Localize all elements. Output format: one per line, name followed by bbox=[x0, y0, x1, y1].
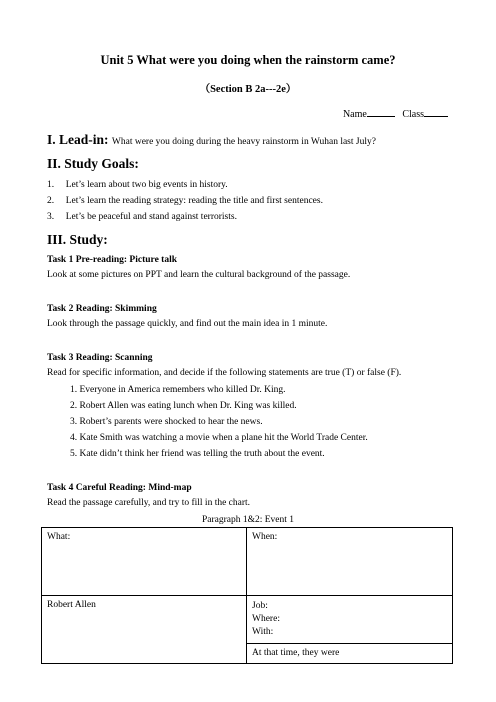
where-label: Where: bbox=[252, 614, 280, 624]
study-heading: III. Study: bbox=[47, 232, 108, 247]
task4-title: Task 4 Careful Reading: Mind-map bbox=[47, 483, 192, 493]
job-label: Job: bbox=[252, 601, 268, 611]
mind-map-chart bbox=[41, 527, 453, 664]
task1-title: Task 1 Pre-reading: Picture talk bbox=[47, 255, 178, 265]
statement-item: 4. Kate Smith was watching a movie when a plane hit the World Trade Center. bbox=[70, 433, 368, 443]
lead-in-heading bbox=[47, 132, 376, 148]
chart-caption: Paragraph 1&2: Event 1 bbox=[201, 515, 295, 525]
class-label: Class bbox=[402, 109, 424, 120]
name-label: Name bbox=[342, 109, 367, 120]
goal-item: 3. Let’s be peaceful and stand against terrorists. bbox=[47, 212, 237, 222]
goal-item: 2. Let’s learn the reading strategy: reading the title and first sentences. bbox=[47, 196, 323, 206]
details-cell[interactable] bbox=[247, 596, 453, 644]
when-cell[interactable]: When: bbox=[247, 528, 453, 596]
name-blank[interactable] bbox=[367, 107, 395, 117]
statement-item: 5. Kate didn’t think her friend was telling the truth about the event. bbox=[70, 449, 325, 459]
person-cell: Robert Allen bbox=[42, 596, 247, 664]
page-title: Unit 5 What were you doing when the rainstorm came? bbox=[100, 53, 396, 67]
what-cell[interactable]: What: bbox=[42, 528, 247, 596]
goal-item: 1. Let’s learn about two big events in history. bbox=[47, 180, 228, 190]
activity-cell[interactable]: At that time, they were bbox=[247, 644, 453, 664]
lead-in-label: I. Lead-in: bbox=[47, 132, 109, 147]
study-goals-heading: II. Study Goals: bbox=[47, 156, 139, 171]
statement-item: 3. Robert’s parents were shocked to hear the news. bbox=[70, 417, 263, 427]
statement-item: 1. Everyone in America remembers who killed Dr. King. bbox=[70, 385, 286, 395]
task3-text: Read for specific information, and decide if the following statements are true (T) or false (F). bbox=[47, 368, 402, 378]
lead-in-question: What were you doing during the heavy rainstorm in Wuhan last July? bbox=[111, 137, 376, 147]
statement-item: 2. Robert Allen was eating lunch when Dr. King was killed. bbox=[70, 401, 297, 411]
task4-text: Read the passage carefully, and try to fill in the chart. bbox=[47, 498, 251, 508]
task3-title: Task 3 Reading: Scanning bbox=[47, 353, 153, 363]
name-class-bar bbox=[343, 107, 448, 120]
task1-text: Look at some pictures on PPT and learn the cultural background of the passage. bbox=[47, 270, 351, 280]
task2-title: Task 2 Reading: Skimming bbox=[47, 304, 157, 314]
section-subtitle: （Section B 2a---2e） bbox=[199, 84, 297, 95]
with-label: With: bbox=[252, 627, 274, 637]
task2-text: Look through the passage quickly, and find out the main idea in 1 minute. bbox=[47, 319, 328, 329]
class-blank[interactable] bbox=[424, 107, 448, 117]
